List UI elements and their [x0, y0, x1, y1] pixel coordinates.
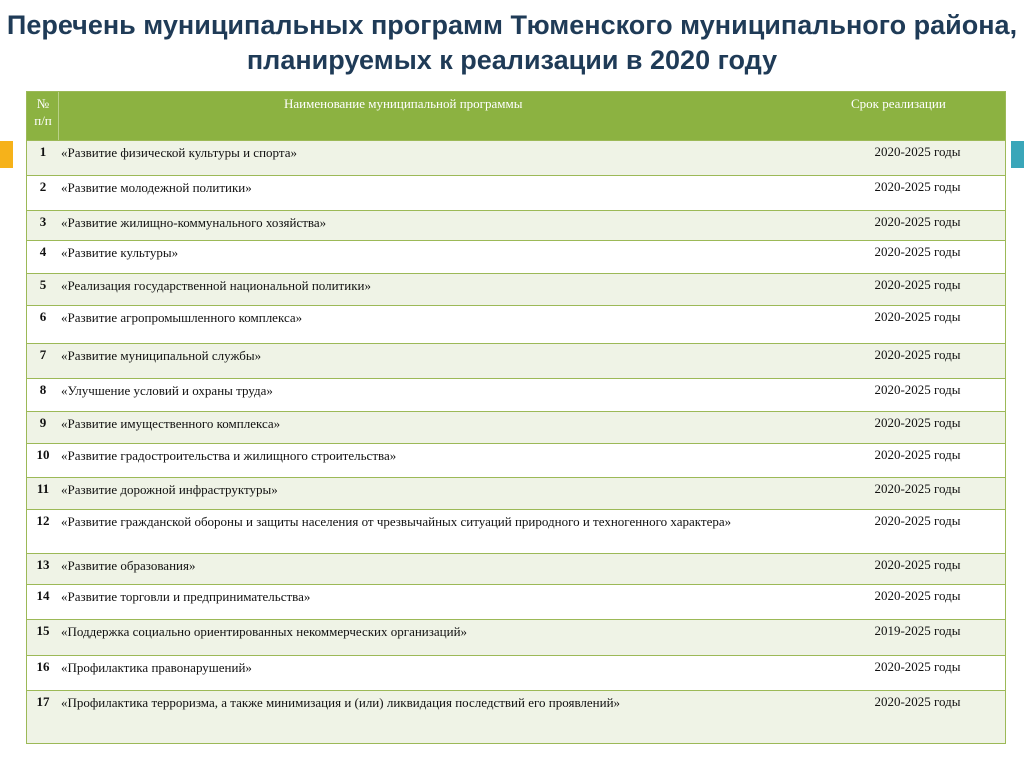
- row-term: 2020-2025 годы: [874, 382, 961, 397]
- row-program-name: «Развитие агропромышленного комплекса»: [61, 310, 303, 325]
- row-term: 2020-2025 годы: [874, 244, 961, 259]
- row-number: 12: [36, 513, 50, 528]
- table-row: [27, 240, 1005, 273]
- table-row: [27, 175, 1005, 210]
- row-program-name: «Развитие торговли и предпринимательства»: [61, 589, 311, 604]
- row-term: 2020-2025 годы: [874, 447, 961, 462]
- row-term: 2020-2025 годы: [874, 309, 961, 324]
- row-term: 2020-2025 годы: [874, 694, 961, 709]
- row-term: 2020-2025 годы: [874, 179, 961, 194]
- table-row: [27, 305, 1005, 343]
- row-program-name: «Профилактика терроризма, а также минимизация и (или) ликвидация последствий его проявлений»: [61, 695, 621, 710]
- row-program-name: «Развитие молодежной политики»: [61, 180, 252, 195]
- table-header: [27, 92, 1005, 140]
- row-number: 14: [36, 588, 50, 603]
- row-number: 1: [39, 144, 47, 159]
- row-number: 10: [36, 447, 50, 462]
- row-program-name: «Реализация государственной национальной политики»: [61, 278, 371, 293]
- accent-bar-left: [0, 141, 13, 168]
- row-program-name: «Развитие градостроительства и жилищного строительства»: [61, 448, 397, 463]
- row-program-name: «Развитие культуры»: [61, 245, 179, 260]
- table-row: [27, 343, 1005, 378]
- table-row: [27, 655, 1005, 690]
- row-term: 2020-2025 годы: [874, 347, 961, 362]
- row-term: 2020-2025 годы: [874, 588, 961, 603]
- row-number: 7: [39, 347, 47, 362]
- table-row: [27, 509, 1005, 553]
- table-row: [27, 378, 1005, 411]
- row-program-name: «Развитие образования»: [61, 558, 196, 573]
- table-row: [27, 443, 1005, 477]
- header-number: № п/п: [27, 95, 59, 129]
- row-number: 8: [39, 382, 47, 397]
- row-term: 2020-2025 годы: [874, 513, 961, 528]
- row-program-name: «Развитие физической культуры и спорта»: [61, 145, 297, 160]
- table-row: [27, 690, 1005, 743]
- table-row: [27, 619, 1005, 655]
- row-number: 13: [36, 557, 50, 572]
- table-row: [27, 553, 1005, 584]
- row-number: 9: [39, 415, 47, 430]
- row-number: 4: [39, 244, 47, 259]
- row-number: 6: [39, 309, 47, 324]
- row-program-name: «Улучшение условий и охраны труда»: [61, 383, 273, 398]
- row-term: 2020-2025 годы: [874, 659, 961, 674]
- row-program-name: «Развитие гражданской обороны и защиты населения от чрезвычайных ситуаций природного и техногенного характера»: [61, 514, 732, 529]
- header-program-name: Наименование муниципальной программы: [284, 96, 523, 111]
- row-number: 2: [39, 179, 47, 194]
- row-term: 2020-2025 годы: [874, 415, 961, 430]
- accent-bar-right: [1011, 141, 1024, 168]
- row-program-name: «Поддержка социально ориентированных некоммерческих организаций»: [61, 624, 468, 639]
- page-title: Перечень муниципальных программ Тюменского муниципального района, планируемых к реализации в 2020 году: [6, 10, 1018, 75]
- table-row: [27, 477, 1005, 509]
- row-program-name: «Профилактика правонарушений»: [61, 660, 252, 675]
- row-term: 2020-2025 годы: [874, 144, 961, 159]
- row-term: 2019-2025 годы: [874, 623, 961, 638]
- table-row: [27, 584, 1005, 619]
- row-term: 2020-2025 годы: [874, 277, 961, 292]
- row-program-name: «Развитие дорожной инфраструктуры»: [61, 482, 278, 497]
- header-term: Срок реализации: [851, 96, 946, 111]
- row-term: 2020-2025 годы: [874, 557, 961, 572]
- row-program-name: «Развитие имущественного комплекса»: [61, 416, 281, 431]
- row-term: 2020-2025 годы: [874, 481, 961, 496]
- table-row: [27, 210, 1005, 240]
- row-number: 5: [39, 277, 47, 292]
- row-number: 16: [36, 659, 50, 674]
- row-term: 2020-2025 годы: [874, 214, 961, 229]
- table-row: [27, 411, 1005, 443]
- row-number: 11: [36, 481, 50, 496]
- row-program-name: «Развитие муниципальной службы»: [61, 348, 262, 363]
- row-number: 17: [36, 694, 50, 709]
- row-number: 15: [36, 623, 50, 638]
- row-number: 3: [39, 214, 47, 229]
- table-row: [27, 273, 1005, 305]
- table-row: [27, 140, 1005, 175]
- programs-table: [26, 91, 1006, 744]
- row-program-name: «Развитие жилищно-коммунального хозяйства»: [61, 215, 327, 230]
